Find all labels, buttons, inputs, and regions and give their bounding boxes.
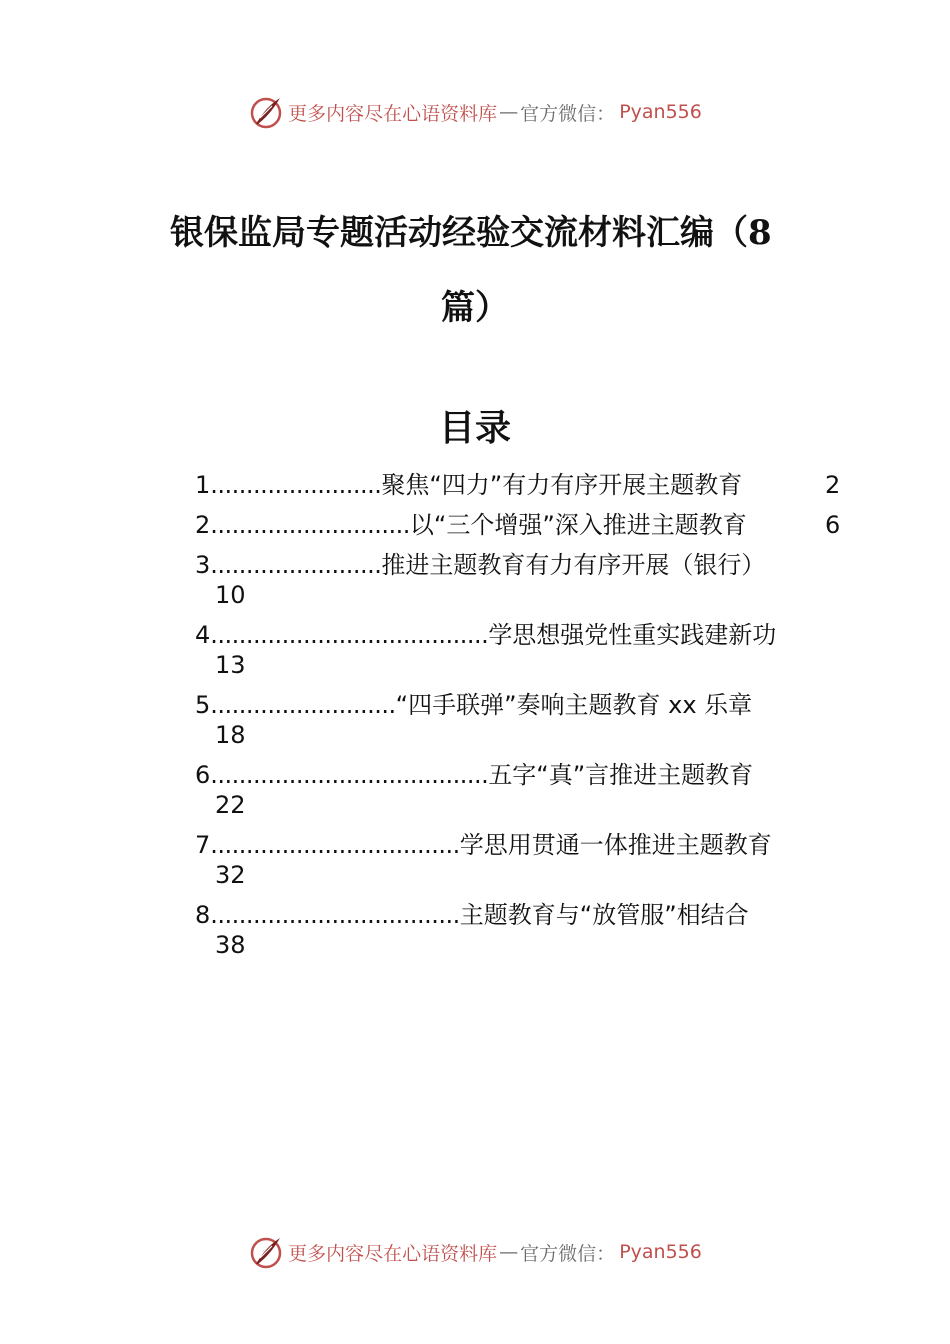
toc-leader-dots: ............................ [210,511,410,539]
document-title-line2: 篇） [441,288,509,328]
toc-item-page: 6 [825,511,841,539]
table-of-contents [195,470,845,970]
watermark-id: Pyan556 [619,101,702,123]
toc-item[interactable] [195,830,845,890]
toc-item-number: 4 [195,621,211,649]
toc-item[interactable] [195,470,845,500]
toc-item-number: 6 [195,761,211,789]
toc-item[interactable] [195,760,845,820]
toc-item-page: 32 [215,861,246,889]
toc-leader-dots: ....................................... [210,761,489,789]
quill-logo-icon [248,1234,284,1270]
footer-watermark [0,1234,950,1270]
toc-item[interactable] [195,690,845,750]
toc-item[interactable] [195,510,845,540]
toc-leader-dots: ........................ [210,471,382,499]
toc-item-page: 22 [215,791,246,819]
toc-item-title: 推进主题教育有力有序开展（银行） [381,551,766,579]
toc-item-number: 2 [195,511,211,539]
toc-item-title: 五字“真”言推进主题教育 [488,761,754,789]
watermark-label: 官方微信： [520,102,616,125]
watermark-separator: — [499,101,519,123]
toc-leader-dots: ................................... [210,901,460,929]
toc-leader-dots: ................................... [210,831,460,859]
watermark-text: 更多内容尽在心语资料库 [288,102,498,125]
toc-leader-dots: .......................... [210,691,396,719]
toc-item[interactable] [195,550,845,610]
toc-item-number: 5 [195,691,211,719]
toc-item-title: 主题教育与“放管服”相结合 [459,901,749,929]
toc-item-number: 7 [195,831,211,859]
toc-item-page: 2 [825,471,841,499]
toc-item-page: 10 [215,581,246,609]
toc-item-page: 18 [215,721,246,749]
toc-leader-dots: ....................................... [210,621,489,649]
toc-item-title: 学思想强党性重实践建新功 [488,621,777,649]
watermark-label: 官方微信： [520,1242,616,1265]
toc-item-page: 13 [215,651,246,679]
header-watermark [0,94,950,130]
document-title-line1: 银保监局专题活动经验交流材料汇编（8 [170,213,772,253]
toc-item[interactable] [195,620,845,680]
toc-item-title: “四手联弹”奏响主题教育 xx 乐章 [395,691,753,719]
toc-item-number: 3 [195,551,211,579]
toc-heading: 目录 [438,407,511,449]
watermark-separator: — [499,1241,519,1263]
watermark-id: Pyan556 [619,1241,702,1263]
toc-leader-dots: ........................ [210,551,382,579]
quill-logo-icon [248,94,284,130]
toc-item[interactable] [195,900,845,960]
toc-item-title: 学思用贯通一体推进主题教育 [459,831,772,859]
toc-item-number: 1 [195,471,211,499]
toc-item-page: 38 [215,931,246,959]
toc-item-title: 以“三个增强”深入推进主题教育 [409,511,747,539]
toc-item-number: 8 [195,901,211,929]
toc-item-title: 聚焦“四力”有力有序开展主题教育 [381,471,743,499]
watermark-text: 更多内容尽在心语资料库 [288,1242,498,1265]
